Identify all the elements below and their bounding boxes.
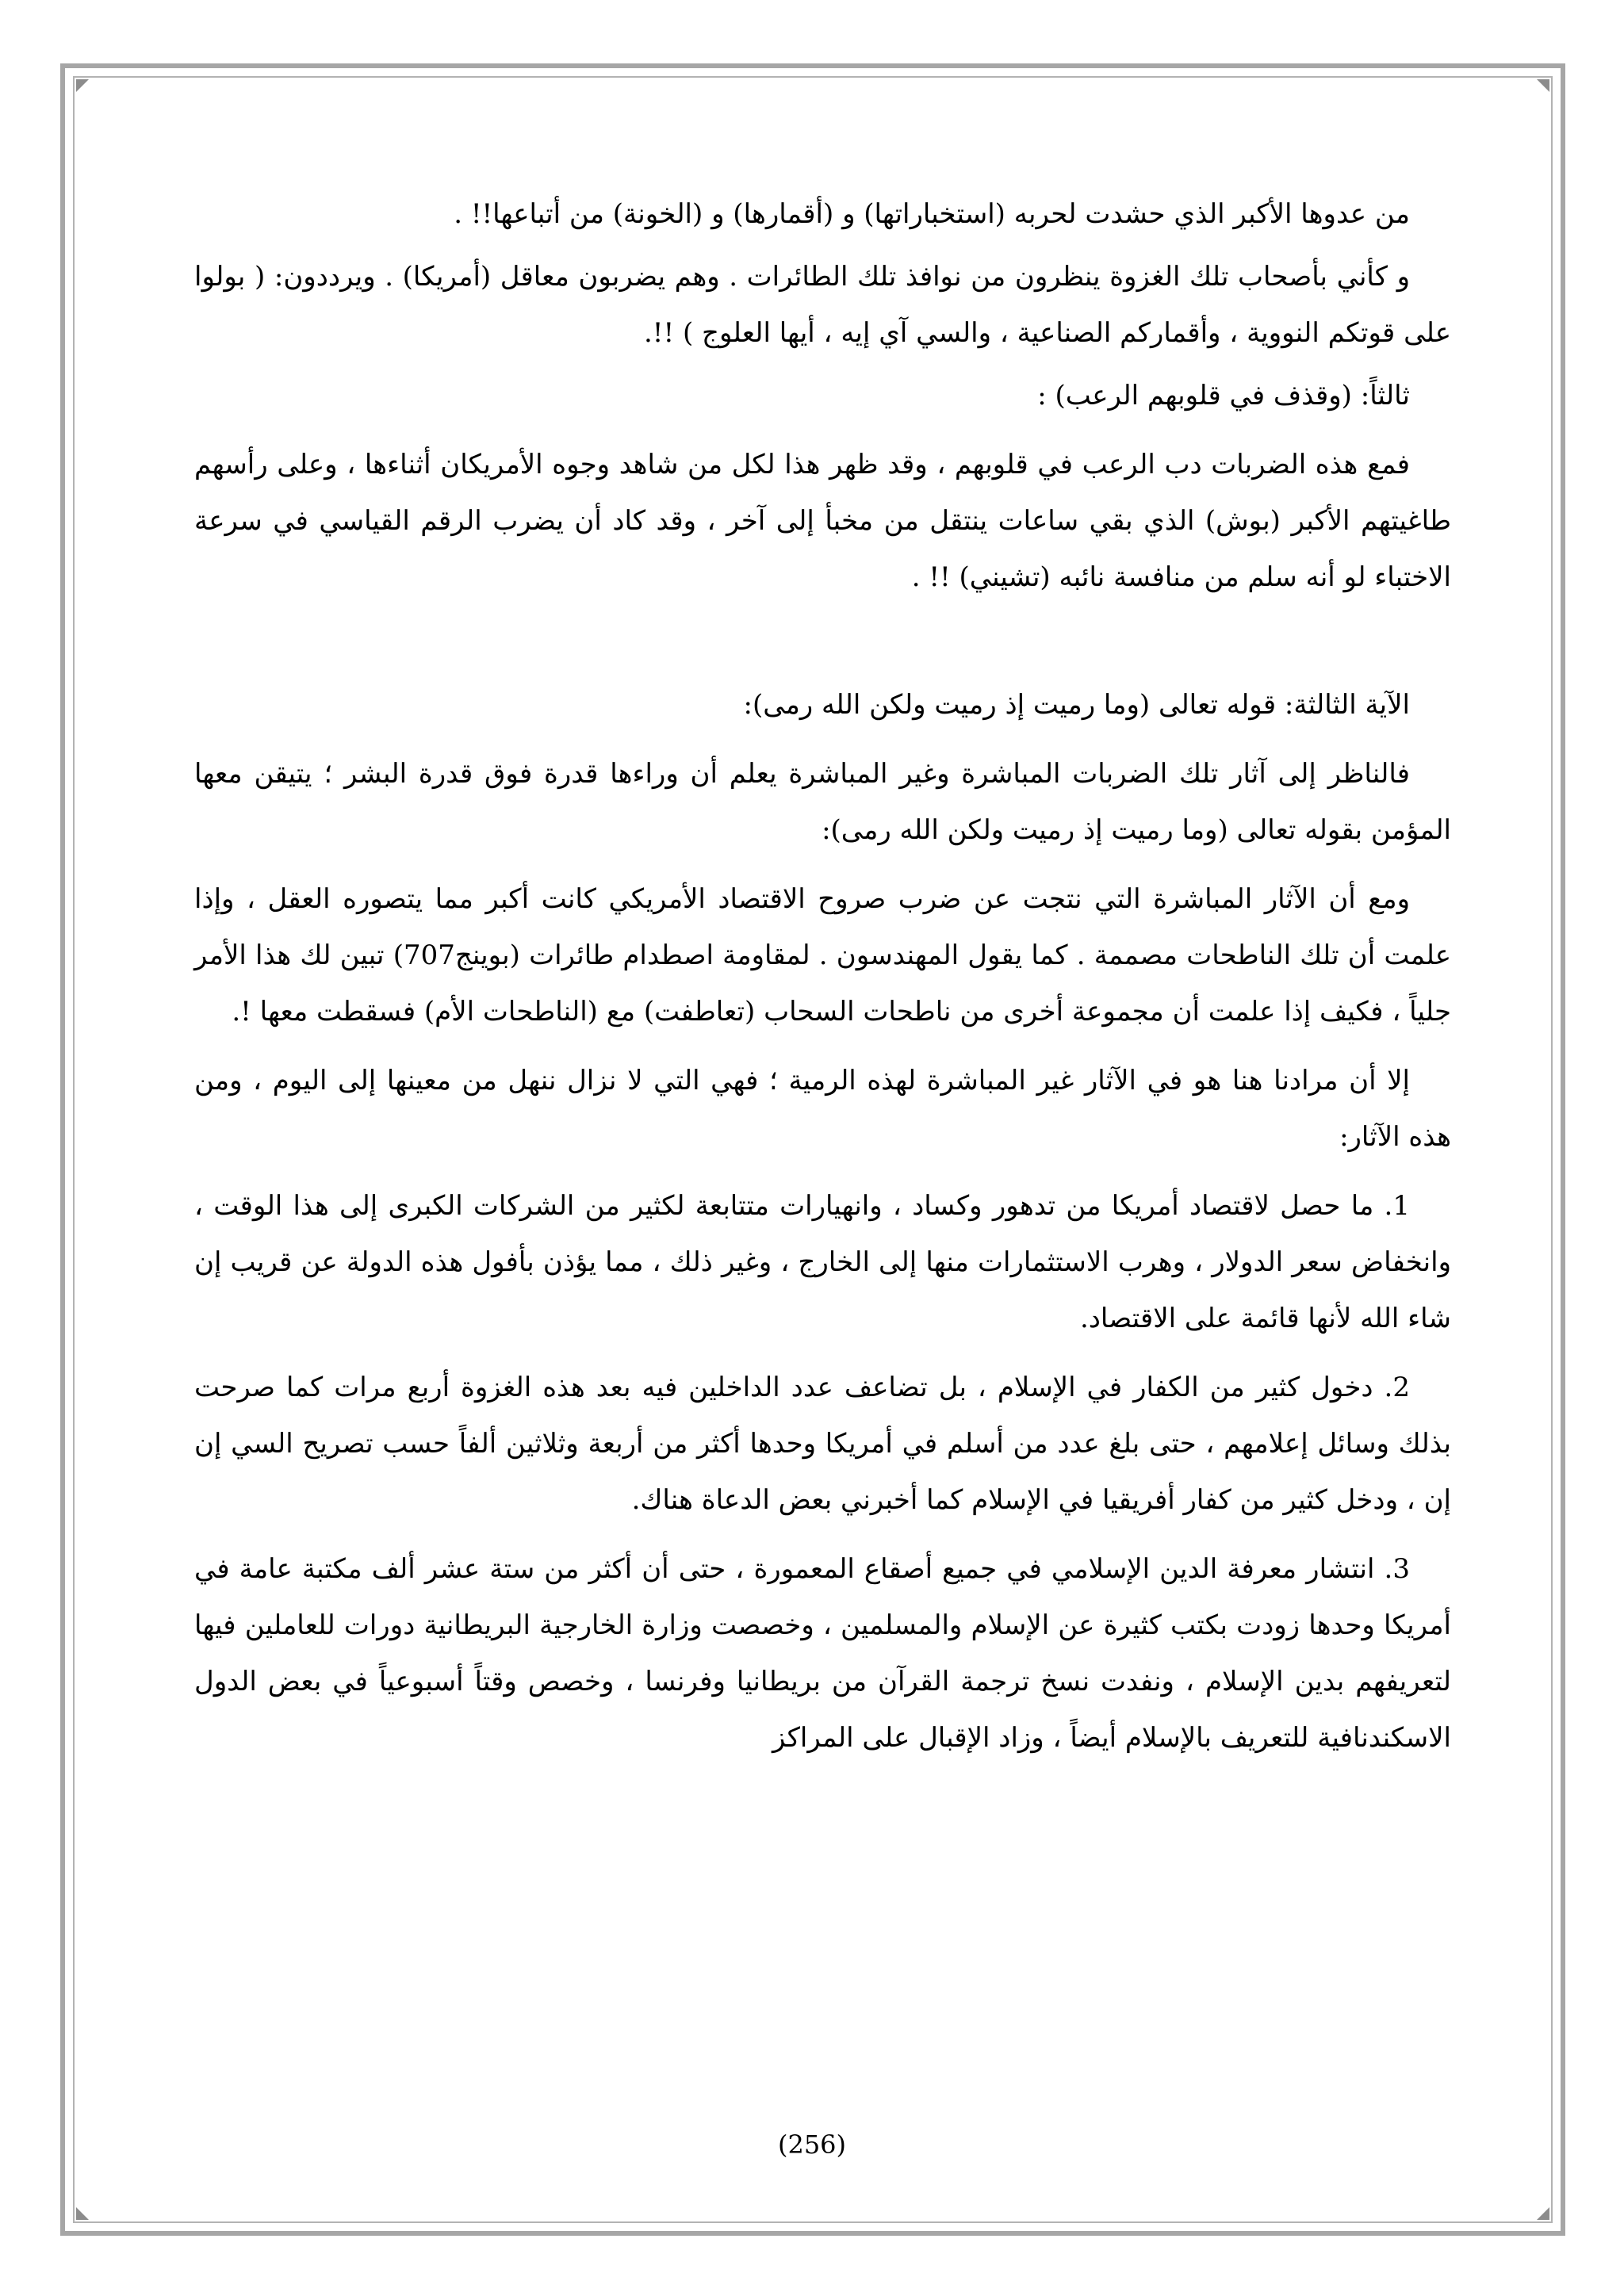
page-body [194,186,1451,1779]
paragraph-chants: و كأني بأصحاب تلك الغزوة ينظرون من نوافذ تلك الطائرات . وهم يضربون معاقل (أمريكا) . ويرددون: ( بولوا على قوتكم النووية ، وأقماركم الصناعية ، والسي آي إيه ، أيها العلوج ) !!. [194,261,1451,349]
page-number: (256) [777,2130,847,2160]
paragraph-continuation: من عدوها الأكبر الذي حشدت لحربه (استخباراتها) و (أقمارها) و (الخونة) من أتباعها!! . [454,198,1410,230]
corner-ornament-top-right [1537,79,1549,92]
section-heading-third-verse: الآية الثالثة: قوله تعالى (وما رميت إذ رميت ولكن الله رمى): [743,689,1410,721]
list-item-spread-of-knowledge: 3. انتشار معرفة الدين الإسلامي في جميع أصقاع المعمورة ، حتى أن أكثر من ستة عشر ألف مكتبة عامة في أمريكا وحدها زودت بكتب كثيرة عن الإسلام والمسلمين ، وخصصت وزارة الخارجية البريطانية دورات للعاملين فيها لتعريفهم بدين الإسلام ، ونفدت نسخ ترجمة القرآن من بريطانيا وفرنسا ، وخصص وقتاً أسبوعياً في بعض الدول الاسكندنافية للتعريف بالإسلام أيضاً ، وزاد الإقبال على المراكز [194,1553,1451,1754]
paragraph-indirect-effects: إلا أن مرادنا هنا هو في الآثار غير المباشرة لهذه الرمية ؛ فهي التي لا نزال ننهل من معينها إلى اليوم ، ومن هذه الآثار: [194,1065,1451,1153]
corner-ornament-bottom-right [1537,2207,1549,2220]
paragraph-observer: فالناظر إلى آثار تلك الضربات المباشرة وغير المباشرة يعلم أن وراءها قدرة فوق قدرة البشر ؛ يتيقن معها المؤمن بقوله تعالى (وما رميت إذ رميت ولكن الله رمى): [194,758,1451,846]
corner-ornament-top-left [76,79,89,92]
list-item-conversions: 2. دخول كثير من الكفار في الإسلام ، بل تضاعف عدد الداخلين فيه بعد هذه الغزوة أربع مرات كما صرحت بذلك وسائل إعلامهم ، حتى بلغ عدد من أسلم في أمريكا وحدها أكثر من أربعة وثلاثين ألفاً حسب تصريح السي إن إن ، ودخل كثير من كفار أفريقيا في الإسلام كما أخبرني بعض الدعاة هناك. [194,1372,1451,1516]
paragraph-terror: فمع هذه الضربات دب الرعب في قلوبهم ، وقد ظهر هذا لكل من شاهد وجوه الأمريكان أثناءها ، وعلى رأسهم طاغيتهم الأكبر (بوش) الذي بقي ساعات ينتقل من مخبأ إلى آخر ، وقد كاد أن يضرب الرقم القياسي في سرعة الاختباء لو أنه سلم من منافسة نائبه (تشيني) !! . [194,449,1451,593]
section-heading-third: ثالثاً: (وقذف في قلوبهم الرعب) : [1037,380,1410,411]
corner-ornament-bottom-left [76,2207,89,2220]
list-item-economy: 1. ما حصل لاقتصاد أمريكا من تدهور وكساد ، وانهيارات متتابعة لكثير من الشركات الكبرى إلى هذا الوقت ، وانخفاض سعر الدولار ، وهرب الاستثمارات منها إلى الخارج ، وغير ذلك ، مما يؤذن بأفول هذه الدولة عن قريب إن شاء الله لأنها قائمة على الاقتصاد. [194,1190,1451,1334]
paragraph-direct-effects: ومع أن الآثار المباشرة التي نتجت عن ضرب صروح الاقتصاد الأمريكي كانت أكبر مما يتصوره العقل ، وإذا علمت أن تلك الناطحات مصممة . كما يقول المهندسون . لمقاومة اصطدام طائرات (بوينج707) تبين لك هذا الأمر جلياً ، فكيف إذا علمت أن مجموعة أخرى من ناطحات السحاب (تعاطفت) مع (الناطحات الأم) فسقطت معها !. [194,883,1452,1027]
